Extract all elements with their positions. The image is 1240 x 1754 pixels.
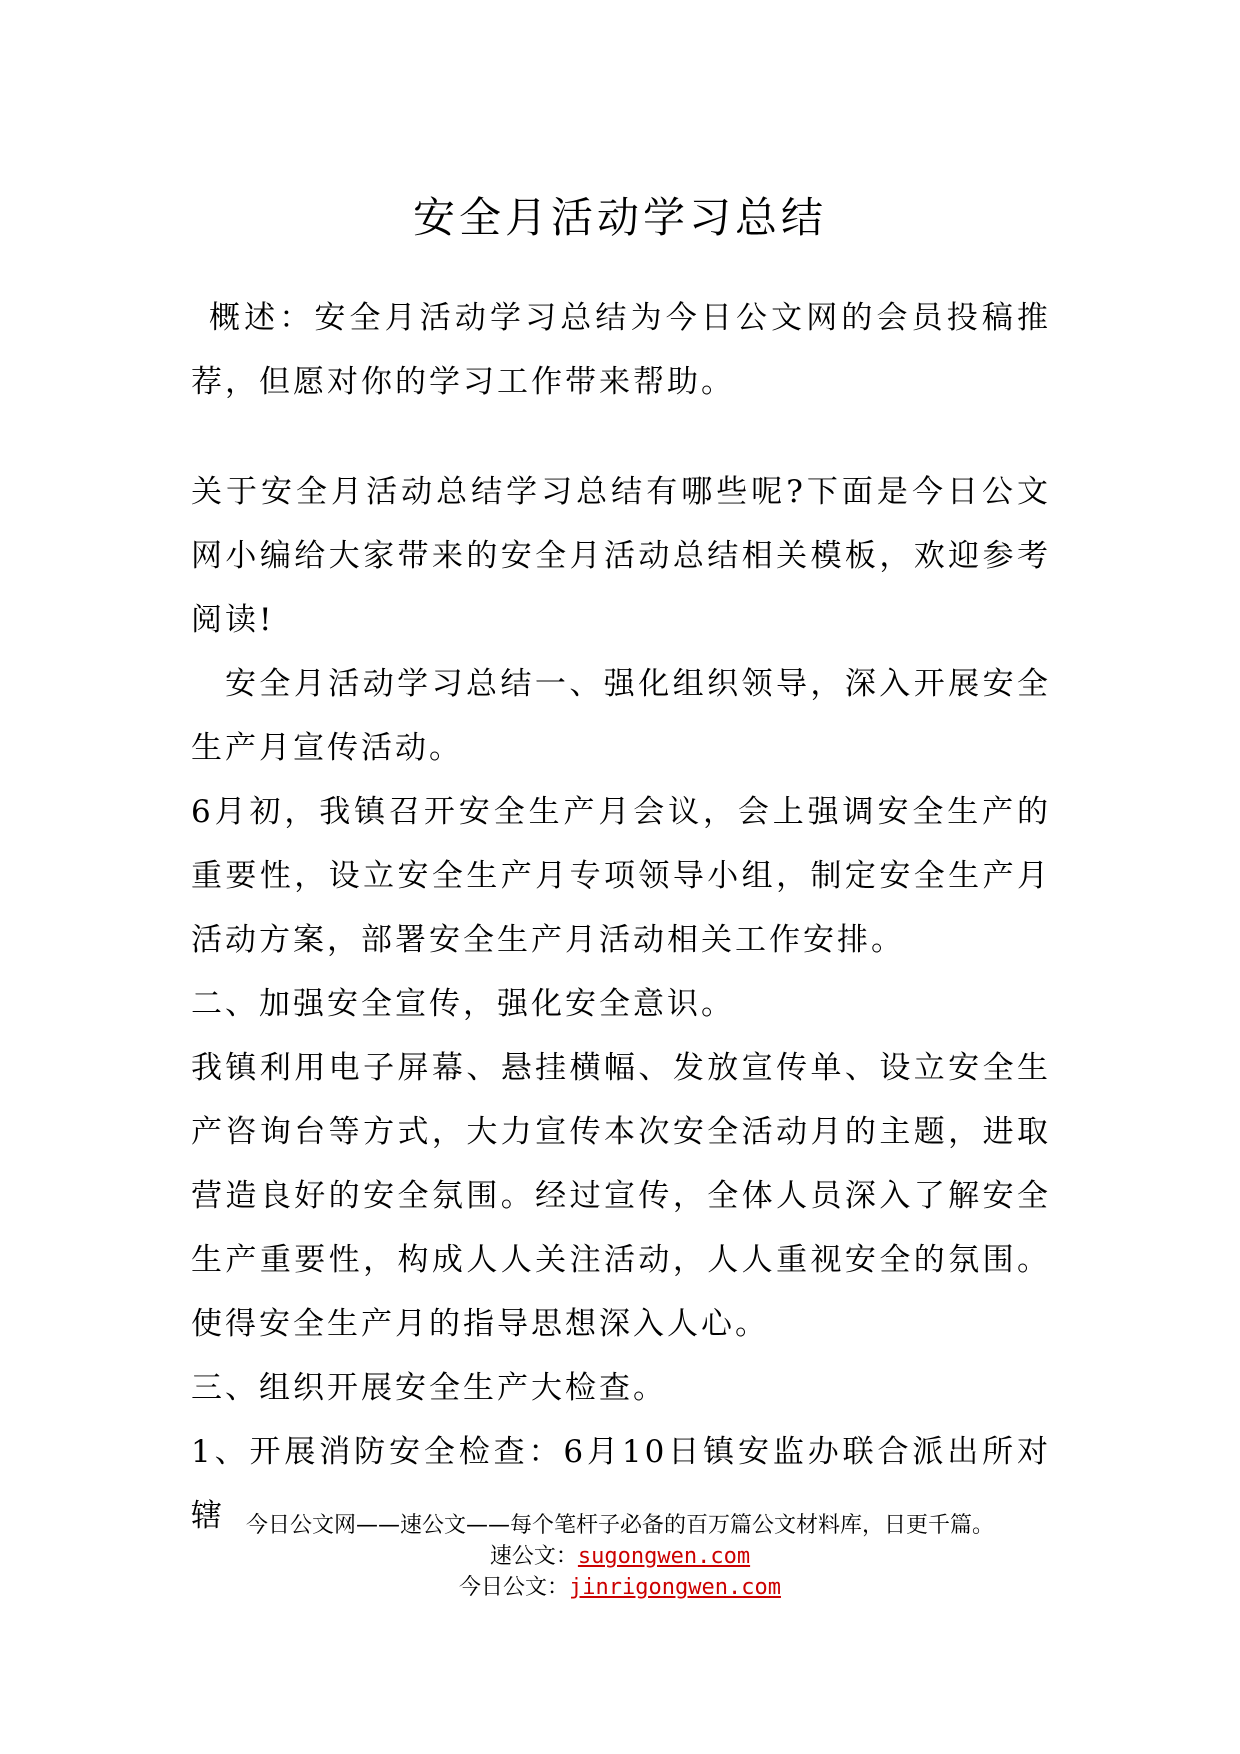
- paragraph-section-1-body: 6月初，我镇召开安全生产月会议，会上强调安全生产的重要性，设立安全生产月专项领导小组，制定安全生产月活动方案，部署安全生产月活动相关工作安排。: [191, 794, 1051, 958]
- footer-site-2: [0, 1572, 1240, 1603]
- paragraph-intro: 关于安全月活动总结学习总结有哪些呢?下面是今日公文网小编给大家带来的安全月活动总结相关模板，欢迎参考阅读!: [191, 474, 1051, 638]
- footer-site-1-link[interactable]: sugongwen.com: [577, 1544, 751, 1569]
- page-footer: [0, 1510, 1240, 1603]
- document-body: [191, 460, 1051, 1548]
- document-summary: 概述：安全月活动学习总结为今日公文网的会员投稿推荐，但愿对你的学习工作带来帮助。: [191, 300, 1051, 400]
- document-title: 安全月活动学习总结: [412, 193, 827, 243]
- paragraph-section-1-heading: 安全月活动学习总结一、强化组织领导，深入开展安全生产月宣传活动。: [191, 666, 1051, 766]
- footer-site-2-link[interactable]: jinrigongwen.com: [569, 1575, 781, 1600]
- paragraph-section-3-item-1: 1、开展消防安全检查：6月10日镇安监办联合派出所对辖: [191, 1434, 1051, 1534]
- paragraph-section-3-heading: 三、组织开展安全生产大检查。: [191, 1370, 667, 1406]
- paragraph-section-2-body: 我镇利用电子屏幕、悬挂横幅、发放宣传单、设立安全生产咨询台等方式，大力宣传本次安全活动月的主题，进取营造良好的安全氛围。经过宣传，全体人员深入了解安全生产重要性，构成人人关注活动，人人重视安全的氛围。使得安全生产月的指导思想深入人心。: [191, 1050, 1051, 1342]
- footer-site-2-label: 今日公文：: [459, 1575, 570, 1600]
- paragraph-section-2-heading: 二、加强安全宣传，强化安全意识。: [191, 986, 735, 1022]
- footer-site-1-label: 速公文：: [489, 1544, 578, 1569]
- footer-site-1: [0, 1541, 1240, 1572]
- footer-slogan: 今日公文网——速公文——每个笔杆子必备的百万篇公文材料库，日更千篇。: [245, 1513, 994, 1538]
